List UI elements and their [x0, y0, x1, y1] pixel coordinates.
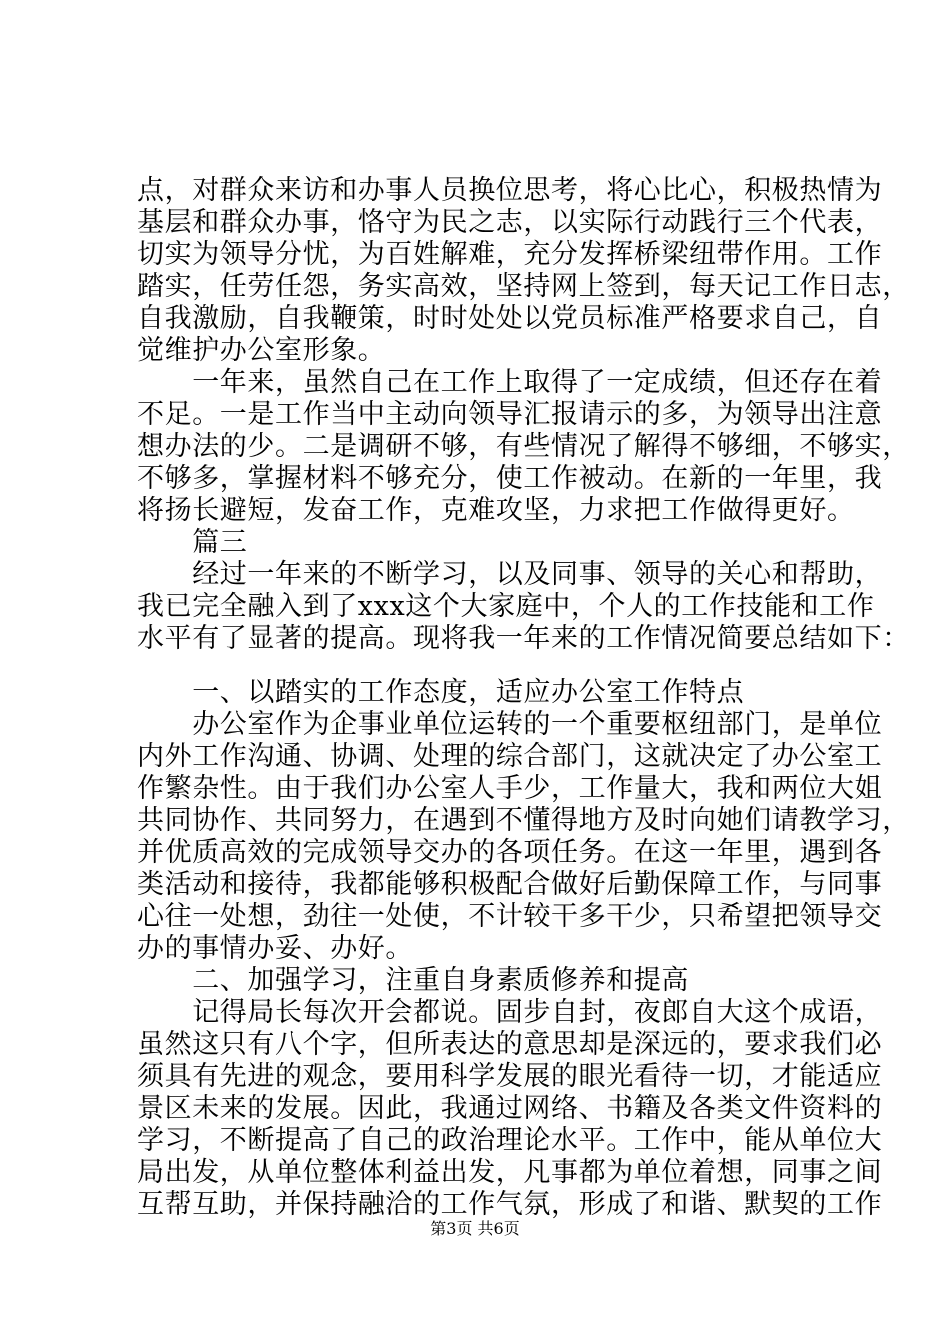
text-line: 将扬长避短，发奋工作，克难攻坚，力求把工作做得更好。 [137, 495, 855, 526]
section-heading: 篇三 [137, 527, 248, 558]
text-line: 内外工作沟通、协调、处理的综合部门，这就决定了办公室工 [137, 741, 883, 772]
text-line: 我已完全融入到了xxx这个大家庭中，个人的工作技能和工作 [137, 591, 875, 622]
text-line: 点，对群众来访和办事人员换位思考，将心比心，积极热情为 [137, 175, 883, 206]
text-line: 并优质高效的完成领导交办的各项任务。在这一年里，遇到各 [137, 837, 883, 868]
text-line: 不足。一是工作当中主动向领导汇报请示的多，为领导出注意 [137, 399, 883, 430]
text-line: 自我激励，自我鞭策，时时处处以党员标准严格要求自己，自 [137, 303, 883, 334]
text-line: 切实为领导分忧，为百姓解难，充分发挥桥梁纽带作用。工作 [137, 239, 883, 270]
text-line: 办公室作为企事业单位运转的一个重要枢纽部门，是单位 [137, 709, 883, 740]
text-line: 觉维护办公室形象。 [137, 335, 386, 366]
text-line: 想办法的少。二是调研不够，有些情况了解得不够细，不够实， [137, 431, 910, 462]
text-line: 局出发，从单位整体利益出发，凡事都为单位着想，同事之间 [137, 1157, 883, 1188]
section-heading: 二、加强学习，注重自身素质修养和提高 [137, 965, 689, 996]
text-line: 不够多，掌握材料不够充分，使工作被动。在新的一年里，我 [137, 463, 883, 494]
text-line: 类活动和接待，我都能够积极配合做好后勤保障工作，与同事 [137, 869, 883, 900]
text-line: 共同协作、共同努力，在遇到不懂得地方及时向她们请教学习， [137, 805, 910, 836]
text-line: 景区未来的发展。因此，我通过网络、书籍及各类文件资料的 [137, 1093, 883, 1124]
text-line: 心往一处想，劲往一处使，不计较干多干少，只希望把领导交 [137, 901, 883, 932]
text-line: 水平有了显著的提高。现将我一年来的工作情况简要总结如下： [137, 623, 910, 654]
text-line: 须具有先进的观念，要用科学发展的眼光看待一切，才能适应 [137, 1061, 883, 1092]
text-line: 作繁杂性。由于我们办公室人手少，工作量大，我和两位大姐 [137, 773, 883, 804]
text-line: 踏实，任劳任怨，务实高效，坚持网上签到，每天记工作日志， [137, 271, 910, 302]
text-line: 一年来，虽然自己在工作上取得了一定成绩，但还存在着 [137, 367, 883, 398]
text-line: 办的事情办妥、办好。 [137, 933, 413, 964]
text-line: 基层和群众办事，恪守为民之志，以实际行动践行三个代表， [137, 207, 883, 238]
text-line: 学习，不断提高了自己的政治理论水平。工作中，能从单位大 [137, 1125, 883, 1156]
text-line: 记得局长每次开会都说。固步自封，夜郎自大这个成语， [137, 997, 883, 1028]
text-line: 虽然这只有八个字，但所表达的意思却是深远的，要求我们必 [137, 1029, 883, 1060]
text-line: 经过一年来的不断学习，以及同事、领导的关心和帮助， [137, 559, 883, 590]
section-heading: 一、以踏实的工作态度，适应办公室工作特点 [137, 677, 745, 708]
text-line: 互帮互助，并保持融洽的工作气氛，形成了和谐、默契的工作 [137, 1189, 883, 1220]
page-number-footer: 第3页 共6页 [430, 1219, 520, 1238]
